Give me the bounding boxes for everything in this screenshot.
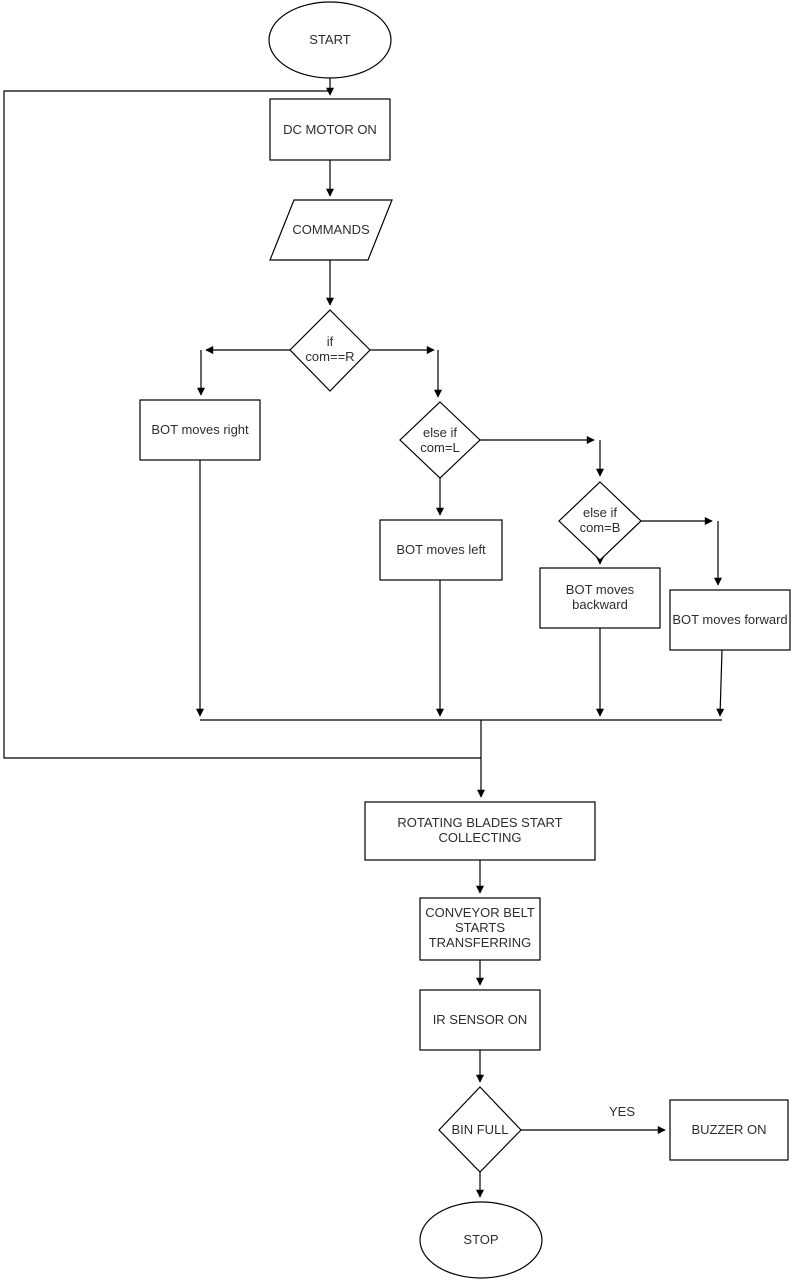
edge-label-yes: YES (608, 1104, 636, 1119)
rotating-blades-line2: COLLECTING (438, 830, 522, 845)
commands-label: COMMANDS (292, 222, 370, 237)
decision-r-line1: if (326, 334, 334, 349)
conveyor-belt-line1: CONVEYOR BELT (425, 905, 535, 920)
conveyor-belt-line3: TRANSFERRING (428, 935, 532, 950)
node-bot-forward (670, 590, 790, 650)
buzzer-label: BUZZER ON (691, 1122, 767, 1137)
bot-right-label: BOT moves right (151, 422, 249, 437)
bin-full-label: BIN FULL (451, 1122, 509, 1137)
node-conveyor-belt (420, 898, 540, 960)
start-label: START (309, 32, 351, 47)
node-commands (270, 200, 392, 260)
bot-backward-line2: backward (572, 597, 628, 612)
decision-b-line1: else if (583, 505, 617, 520)
bot-forward-label: BOT moves forward (672, 612, 788, 627)
node-bin-full (439, 1087, 521, 1172)
dc-motor-label: DC MOTOR ON (283, 122, 377, 137)
node-bot-left (380, 520, 502, 580)
node-ir-sensor (420, 990, 540, 1050)
node-decision-r (290, 310, 370, 391)
decision-r-line2: com==R (305, 349, 355, 364)
conveyor-belt-line2: STARTS (454, 920, 506, 935)
node-decision-b (559, 482, 641, 560)
node-start (269, 2, 391, 78)
node-bot-right (140, 400, 260, 460)
node-dc-motor (270, 99, 390, 160)
decision-l-line2: com=L (420, 440, 460, 455)
node-bot-backward (540, 568, 660, 628)
ir-sensor-label: IR SENSOR ON (432, 1012, 528, 1027)
node-buzzer (670, 1100, 788, 1160)
edge-forward-to-merge (720, 650, 722, 716)
node-rotating-blades (365, 802, 595, 860)
bot-left-label: BOT moves left (396, 542, 486, 557)
stop-label: STOP (463, 1232, 499, 1247)
node-stop (420, 1202, 542, 1278)
rotating-blades-line1: ROTATING BLADES START (397, 815, 563, 830)
bot-backward-line1: BOT moves (565, 582, 635, 597)
node-decision-l (400, 402, 480, 478)
decision-l-line1: else if (423, 425, 457, 440)
decision-b-line2: com=B (579, 520, 621, 535)
